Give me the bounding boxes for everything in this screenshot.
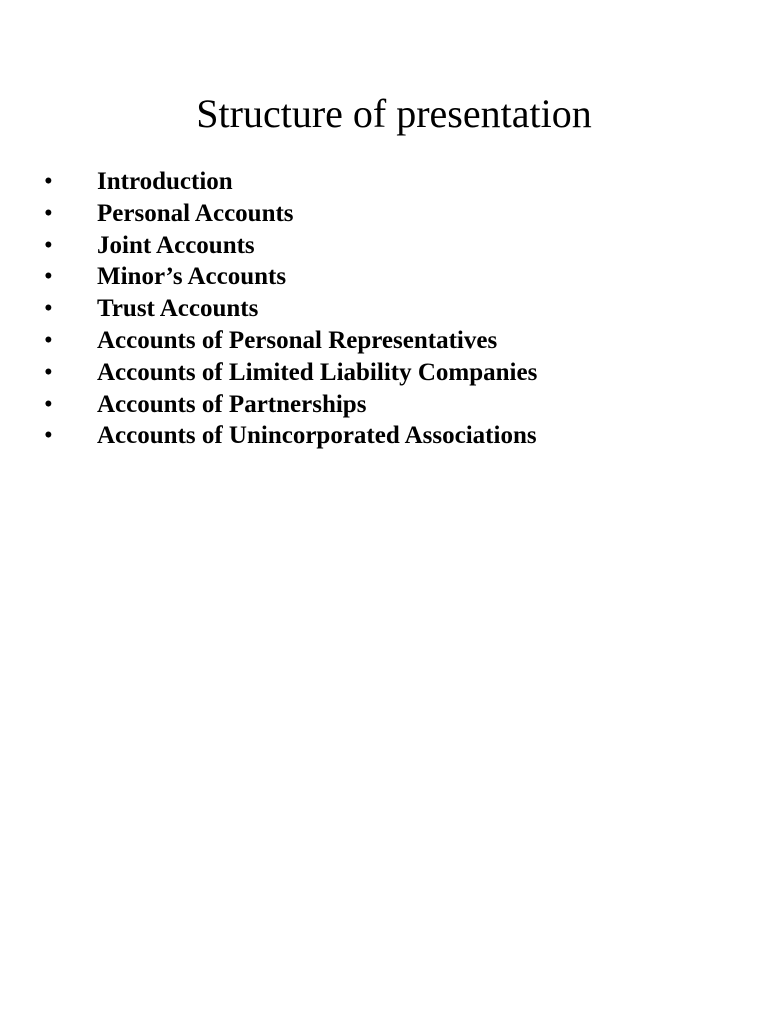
list-item-text: Accounts of Partnerships	[97, 390, 367, 418]
bullet-icon: •	[44, 231, 53, 259]
list-item-text: Trust Accounts	[97, 295, 259, 323]
list-item	[44, 357, 744, 389]
list-item	[44, 230, 744, 262]
bullet-list	[44, 166, 744, 452]
list-item	[44, 166, 744, 198]
bullet-icon: •	[44, 199, 53, 227]
bullet-icon: •	[44, 422, 53, 450]
list-item	[44, 389, 744, 421]
list-item	[44, 293, 744, 325]
list-item-text: Introduction	[97, 168, 233, 195]
list-item-text: Accounts of Limited Liability Companies	[97, 358, 538, 386]
bullet-icon: •	[44, 263, 53, 291]
list-item	[44, 325, 744, 357]
bullet-icon: •	[44, 358, 53, 386]
bullet-icon: •	[44, 295, 53, 323]
list-item-text: Minor’s Accounts	[97, 263, 287, 291]
list-item	[44, 198, 744, 230]
slide-title: Structure of presentation	[196, 91, 592, 136]
bullet-icon: •	[44, 326, 53, 354]
list-item-text: Joint Accounts	[97, 231, 255, 259]
list-item	[44, 261, 744, 293]
bullet-icon: •	[44, 390, 53, 418]
list-item-text: Accounts of Unincorporated Associations	[97, 422, 537, 450]
list-item-text: Personal Accounts	[97, 199, 294, 227]
list-item	[44, 420, 744, 452]
bullet-icon: •	[44, 168, 53, 195]
list-item-text: Accounts of Personal Representatives	[97, 326, 498, 354]
